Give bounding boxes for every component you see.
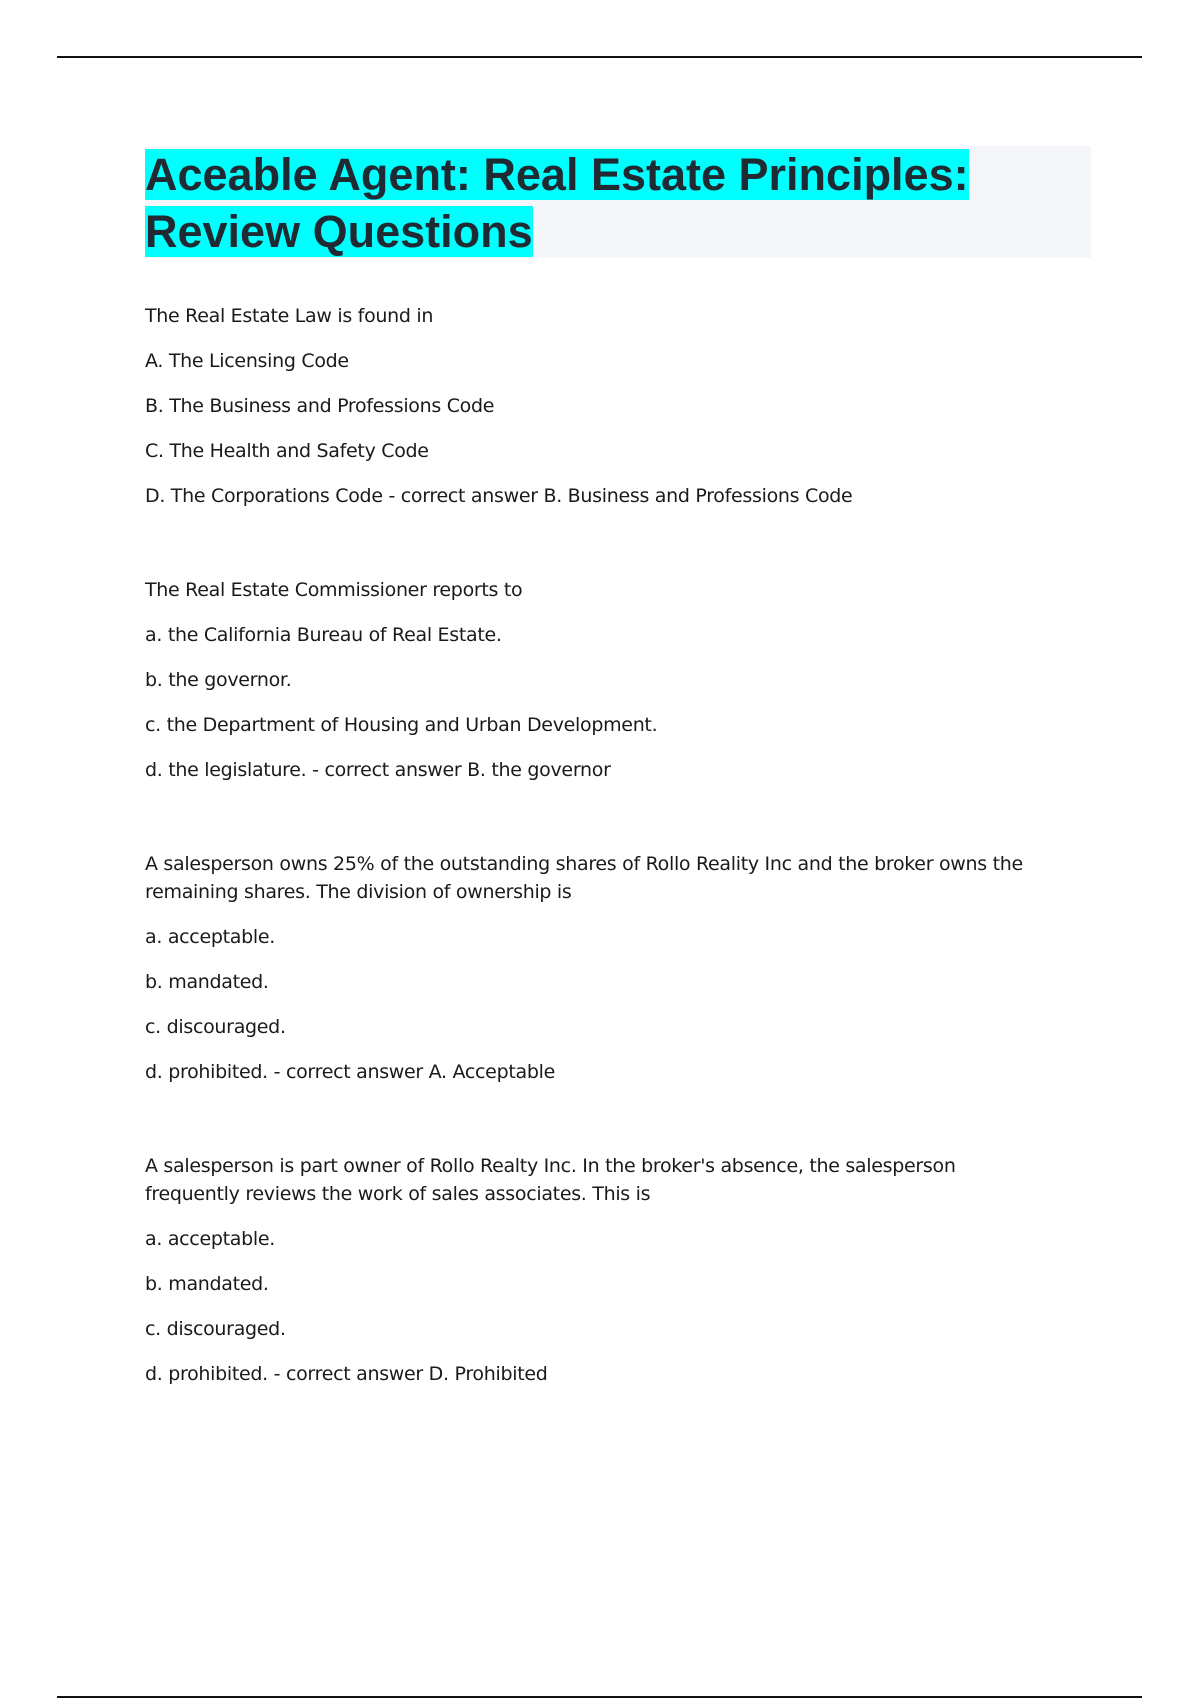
question-4 bbox=[145, 1152, 1045, 1388]
document-title bbox=[145, 146, 1045, 260]
answer-option-with-correct-answer: d. prohibited. - correct answer A. Acceptable bbox=[145, 1061, 555, 1083]
answer-option: C. The Health and Safety Code bbox=[145, 440, 429, 462]
answer-option: A. The Licensing Code bbox=[145, 350, 349, 372]
answer-option: c. discouraged. bbox=[145, 1318, 286, 1340]
question-list bbox=[145, 302, 1045, 1454]
answer-option: a. the California Bureau of Real Estate. bbox=[145, 624, 502, 646]
question-3 bbox=[145, 850, 1045, 1086]
answer-option: B. The Business and Professions Code bbox=[145, 395, 495, 417]
answer-option: a. acceptable. bbox=[145, 1228, 275, 1250]
answer-option: c. discouraged. bbox=[145, 1016, 286, 1038]
question-prompt: A salesperson is part owner of Rollo Realty Inc. In the broker's absence, the salesperson frequently reviews the work of sales associates. This is bbox=[145, 1155, 956, 1205]
answer-option: b. the governor. bbox=[145, 669, 292, 691]
title-highlight: Aceable Agent: Real Estate Principles: Review Questions bbox=[145, 149, 969, 257]
question-prompt: The Real Estate Law is found in bbox=[145, 305, 434, 327]
answer-option: b. mandated. bbox=[145, 1273, 269, 1295]
answer-option: c. the Department of Housing and Urban Development. bbox=[145, 714, 658, 736]
top-rule bbox=[57, 56, 1142, 58]
title-block bbox=[145, 146, 1091, 258]
question-prompt: The Real Estate Commissioner reports to bbox=[145, 579, 523, 601]
answer-option-with-correct-answer: d. prohibited. - correct answer D. Prohibited bbox=[145, 1363, 548, 1385]
question-1 bbox=[145, 302, 1045, 510]
answer-option-with-correct-answer: D. The Corporations Code - correct answer B. Business and Professions Code bbox=[145, 485, 853, 507]
question-prompt: A salesperson owns 25% of the outstanding shares of Rollo Reality Inc and the broker owns the remaining shares. The division of ownership is bbox=[145, 853, 1023, 903]
bottom-rule bbox=[57, 1696, 1142, 1698]
answer-option-with-correct-answer: d. the legislature. - correct answer B. the governor bbox=[145, 759, 611, 781]
answer-option: a. acceptable. bbox=[145, 926, 275, 948]
answer-option: b. mandated. bbox=[145, 971, 269, 993]
question-2 bbox=[145, 576, 1045, 784]
